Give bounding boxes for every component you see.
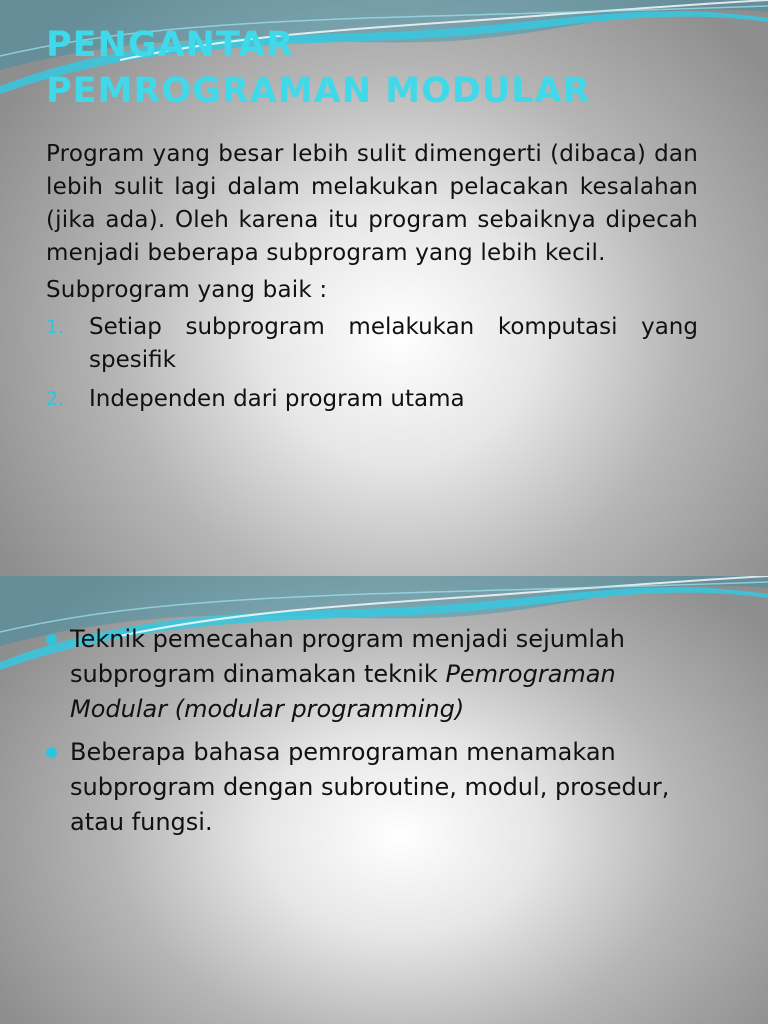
list-number: 2. [46,388,65,410]
criteria-list [46,311,698,416]
bullet-text: Teknik pemecahan program menjadi sejumlah subprogram dinamakan teknik [70,625,625,688]
list-item [46,735,706,840]
list-item [46,311,698,377]
bullet-text: Beberapa bahasa pemrograman menamakan subprogram dengan subroutine, modul, prosedur, atau fungsi. [70,738,670,836]
list-item-text: Independen dari program utama [89,386,465,412]
slide-1-body [46,138,698,422]
bullet-dot-icon [46,634,57,645]
slide-2-body [46,622,706,848]
list-item-text: Setiap subprogram melakukan komputasi yang spesifik [89,314,698,373]
list-number: 1. [46,316,65,338]
bullet-dot-icon [46,747,57,758]
list-item [46,383,698,416]
list-heading: Subprogram yang baik : [46,277,328,303]
slide-2 [0,576,768,1024]
bullet-emphasis: Pemrograman Modular (modular programming) [70,660,616,723]
slide-title: PENGANTAR PEMROGRAMAN MODULAR [46,25,591,111]
intro-paragraph: Program yang besar lebih sulit dimengerti (dibaca) dan lebih sulit lagi dalam melakukan pelacakan kesalahan (jika ada). Oleh karena itu program sebaiknya dipecah menjadi beberapa subprogram yang lebih kecil. [46,141,698,266]
list-item [46,622,706,727]
bullet-list [46,622,706,840]
